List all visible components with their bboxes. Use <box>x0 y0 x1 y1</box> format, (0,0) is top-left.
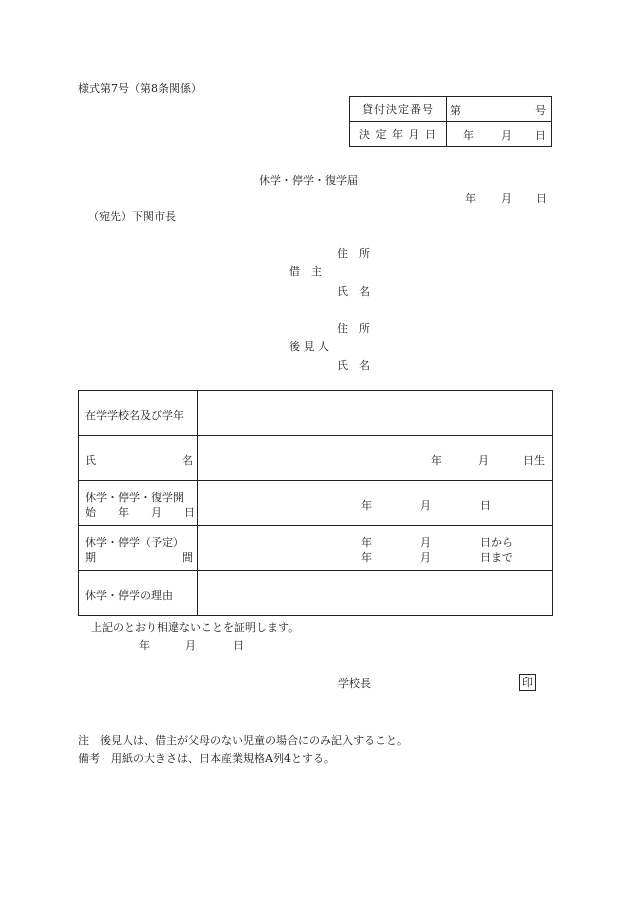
decision-date-field[interactable] <box>447 122 552 147</box>
start-date-field[interactable] <box>198 481 553 526</box>
name-label-first: 氏 <box>85 454 96 467</box>
period-label-cell <box>79 526 198 571</box>
guardian-label: 後 見 人 <box>289 340 329 353</box>
school-field[interactable] <box>198 391 553 436</box>
period-label-line2-b: 間 <box>182 551 193 564</box>
start-label-cell <box>79 481 198 526</box>
student-info-table <box>78 390 553 616</box>
birth-year: 年 <box>431 454 442 467</box>
loan-number-label: 貸付決定番号 <box>350 97 447 122</box>
certification-year: 年 <box>139 639 150 652</box>
name-row <box>79 436 553 481</box>
submission-day: 日 <box>536 192 547 205</box>
decision-date-month: 月 <box>501 129 512 142</box>
period-from-day: 日から <box>480 536 513 549</box>
addressee: （宛先）下関市長 <box>88 210 176 223</box>
loan-number-prefix: 第 <box>450 104 461 117</box>
school-label: 在学学校名及び学年 <box>85 409 184 422</box>
certification-day: 日 <box>233 639 244 652</box>
borrower-address-label: 住 所 <box>337 247 370 260</box>
reason-field[interactable] <box>198 571 553 616</box>
certification-month: 月 <box>185 639 196 652</box>
submission-month: 月 <box>501 192 512 205</box>
period-label-line1: 休学・停学（予定） <box>85 536 184 549</box>
start-day: 日 <box>480 499 491 512</box>
note-paper-size: 備考 用紙の大きさは、日本産業規格A列4とする。 <box>78 752 335 765</box>
decision-table <box>349 96 552 147</box>
start-date-row <box>79 481 553 526</box>
guardian-address-label: 住 所 <box>337 322 370 335</box>
period-to-month: 月 <box>420 551 431 564</box>
school-label-cell <box>79 391 198 436</box>
seal-mark: 印 <box>519 674 536 691</box>
start-month: 月 <box>420 499 431 512</box>
decision-date-day: 日 <box>535 129 546 142</box>
reason-row <box>79 571 553 616</box>
decision-date-label: 決 定 年 月 日 <box>350 122 447 147</box>
reason-label: 休学・停学の理由 <box>85 589 173 602</box>
borrower-label: 借 主 <box>289 265 322 278</box>
borrower-name-label: 氏 名 <box>337 285 370 298</box>
start-label-line2: 始 年 月 日 <box>85 506 195 519</box>
period-label-line2-a: 期 <box>85 551 96 564</box>
school-row <box>79 391 553 436</box>
loan-number-field[interactable] <box>447 97 552 122</box>
submission-year: 年 <box>465 192 476 205</box>
principal-label: 学校長 <box>338 677 371 690</box>
name-label-cell <box>79 436 198 481</box>
form-number: 様式第7号（第8条関係） <box>78 82 202 95</box>
decision-date-year: 年 <box>463 129 474 142</box>
certification-text: 上記のとおり相違ないことを証明します。 <box>91 621 300 634</box>
period-field[interactable] <box>198 526 553 571</box>
name-field[interactable] <box>198 436 553 481</box>
birth-day: 日生 <box>523 454 545 467</box>
birth-month: 月 <box>478 454 489 467</box>
period-from-month: 月 <box>420 536 431 549</box>
start-label-line1: 休学・停学・復学開 <box>85 491 184 504</box>
form-title: 休学・停学・復学届 <box>259 174 358 187</box>
period-to-year: 年 <box>361 551 372 564</box>
loan-number-suffix: 号 <box>535 104 546 117</box>
period-row <box>79 526 553 571</box>
name-label-second: 名 <box>182 454 193 467</box>
decision-date-row <box>350 122 552 147</box>
period-from-year: 年 <box>361 536 372 549</box>
note-guardian: 注 後見人は、借主が父母のない児童の場合にのみ記入すること。 <box>78 734 408 747</box>
start-year: 年 <box>361 499 372 512</box>
guardian-name-label: 氏 名 <box>337 359 370 372</box>
period-to-day: 日まで <box>480 551 513 564</box>
loan-number-row <box>350 97 552 122</box>
reason-label-cell <box>79 571 198 616</box>
